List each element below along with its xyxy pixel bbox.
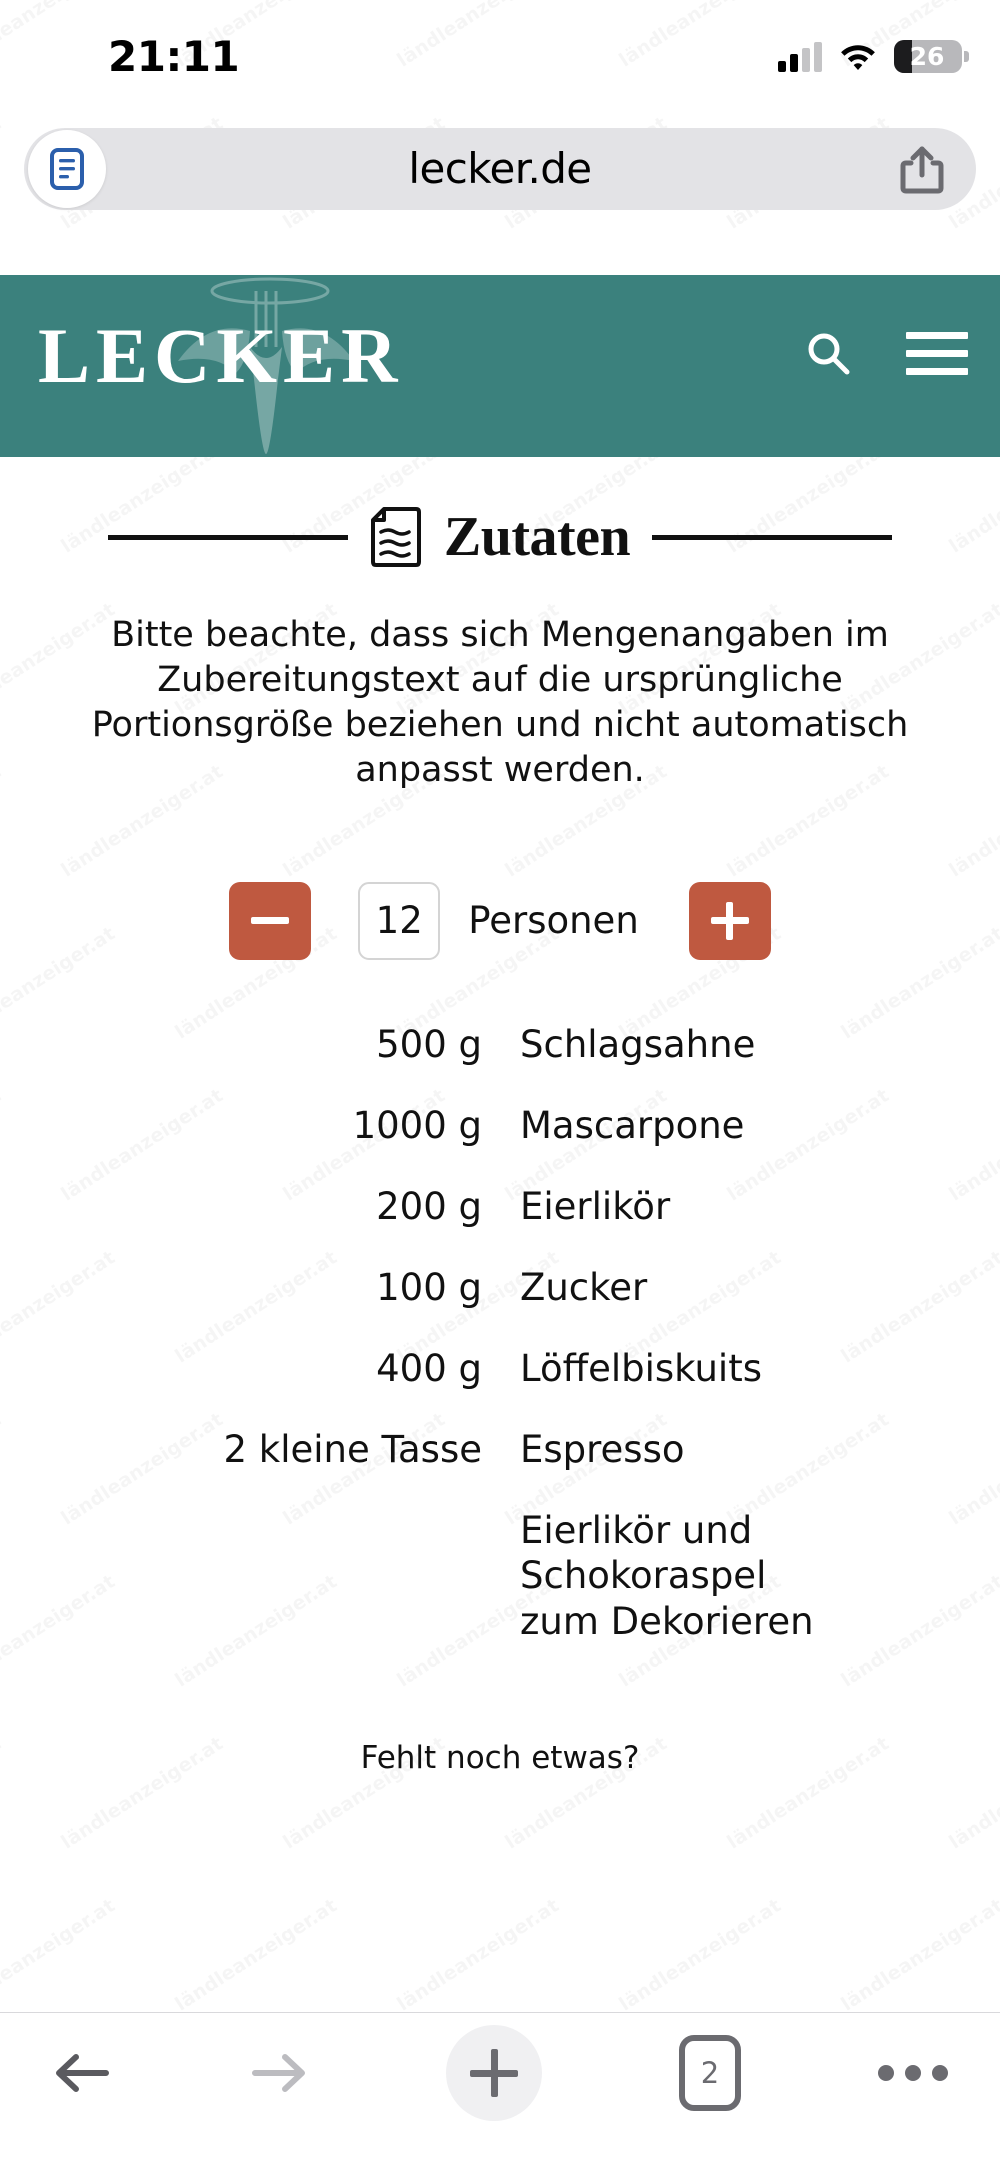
- decrease-portions-button[interactable]: [229, 882, 311, 960]
- divider-right: [652, 535, 892, 540]
- watermark-text: [837, 1894, 1000, 2015]
- header-actions: [806, 331, 968, 375]
- status-bar: [0, 0, 1000, 108]
- watermark-text: [393, 1894, 563, 2015]
- site-header: [0, 275, 1000, 457]
- ingredient-amount: 200 g: [376, 1184, 482, 1228]
- hamburger-menu-icon[interactable]: [906, 332, 968, 375]
- ingredient-row: [0, 1022, 1000, 1067]
- tabs-button[interactable]: [679, 2035, 741, 2111]
- forward-arrow-icon: [249, 2049, 309, 2097]
- ingredient-row: [0, 1346, 1000, 1391]
- ingredient-amount: 1000 g: [352, 1103, 482, 1147]
- ingredient-name: Löffelbiskuits: [520, 1347, 762, 1391]
- ingredient-name: Espresso: [520, 1428, 685, 1472]
- ingredient-name: Schlagsahne: [520, 1022, 756, 1066]
- ingredient-row: [0, 1427, 1000, 1472]
- portion-stepper: [0, 882, 1000, 960]
- plus-icon: [446, 2025, 542, 2121]
- divider-left: [108, 535, 348, 540]
- back-button[interactable]: [52, 2049, 112, 2097]
- ingredient-name: Eierlikör: [520, 1184, 671, 1228]
- ingredient-name: Zucker: [520, 1265, 648, 1309]
- ingredient-row: [0, 1184, 1000, 1229]
- portion-count-input[interactable]: 12: [358, 882, 440, 960]
- watermark-text: [0, 112, 5, 233]
- share-icon[interactable]: [898, 145, 946, 195]
- status-time: 21:11: [108, 32, 240, 81]
- ingredient-name: Mascarpone: [520, 1103, 745, 1147]
- page-title: Zutaten: [443, 506, 631, 568]
- site-logo[interactable]: LECKER: [38, 312, 404, 399]
- ingredients-document-icon: [370, 506, 422, 568]
- new-tab-button[interactable]: [446, 2025, 542, 2121]
- watermark-text: [615, 1894, 785, 2015]
- ingredient-name: Eierlikör und Schokoraspel zum Dekorieren: [520, 1509, 814, 1643]
- url-text[interactable]: lecker.de: [408, 144, 592, 193]
- battery-icon: [894, 40, 962, 73]
- ingredient-amount: 100 g: [376, 1265, 482, 1309]
- status-indicators: [778, 40, 962, 73]
- watermark-text: [171, 1894, 341, 2015]
- section-header: [0, 497, 1000, 577]
- more-options-button[interactable]: [878, 2065, 948, 2081]
- address-bar[interactable]: [24, 128, 976, 210]
- browser-toolbar: [0, 2012, 1000, 2164]
- wifi-icon: [839, 42, 877, 72]
- search-icon[interactable]: [806, 331, 850, 375]
- ingredient-amount: 2 kleine Tasse: [223, 1428, 482, 1472]
- back-arrow-icon: [52, 2049, 112, 2097]
- portion-unit-label: Personen: [468, 899, 639, 943]
- watermark-text: [0, 1894, 119, 2015]
- cellular-signal-icon: [778, 42, 822, 72]
- ingredient-amount: 500 g: [376, 1022, 482, 1066]
- ingredient-row: [0, 1103, 1000, 1148]
- ingredient-row: [0, 1265, 1000, 1310]
- ingredient-amount: 400 g: [376, 1347, 482, 1391]
- more-options-icon: [878, 2065, 948, 2081]
- portion-note: Bitte beachte, dass sich Mengenangaben im Zubereitungstext auf die ursprüngliche Portionsgröße beziehen und nicht automatisch anpasst werden.: [91, 615, 909, 791]
- forward-button[interactable]: [249, 2049, 309, 2097]
- ingredients-list: [0, 1022, 1000, 1644]
- battery-percentage: 26: [909, 42, 945, 71]
- recipe-ingredients-section: [0, 457, 1000, 1776]
- missing-prompt[interactable]: Fehlt noch etwas?: [360, 1739, 640, 1776]
- ingredient-row: [0, 1508, 1000, 1643]
- tab-count-badge: 2: [679, 2035, 741, 2111]
- increase-portions-button[interactable]: [689, 882, 771, 960]
